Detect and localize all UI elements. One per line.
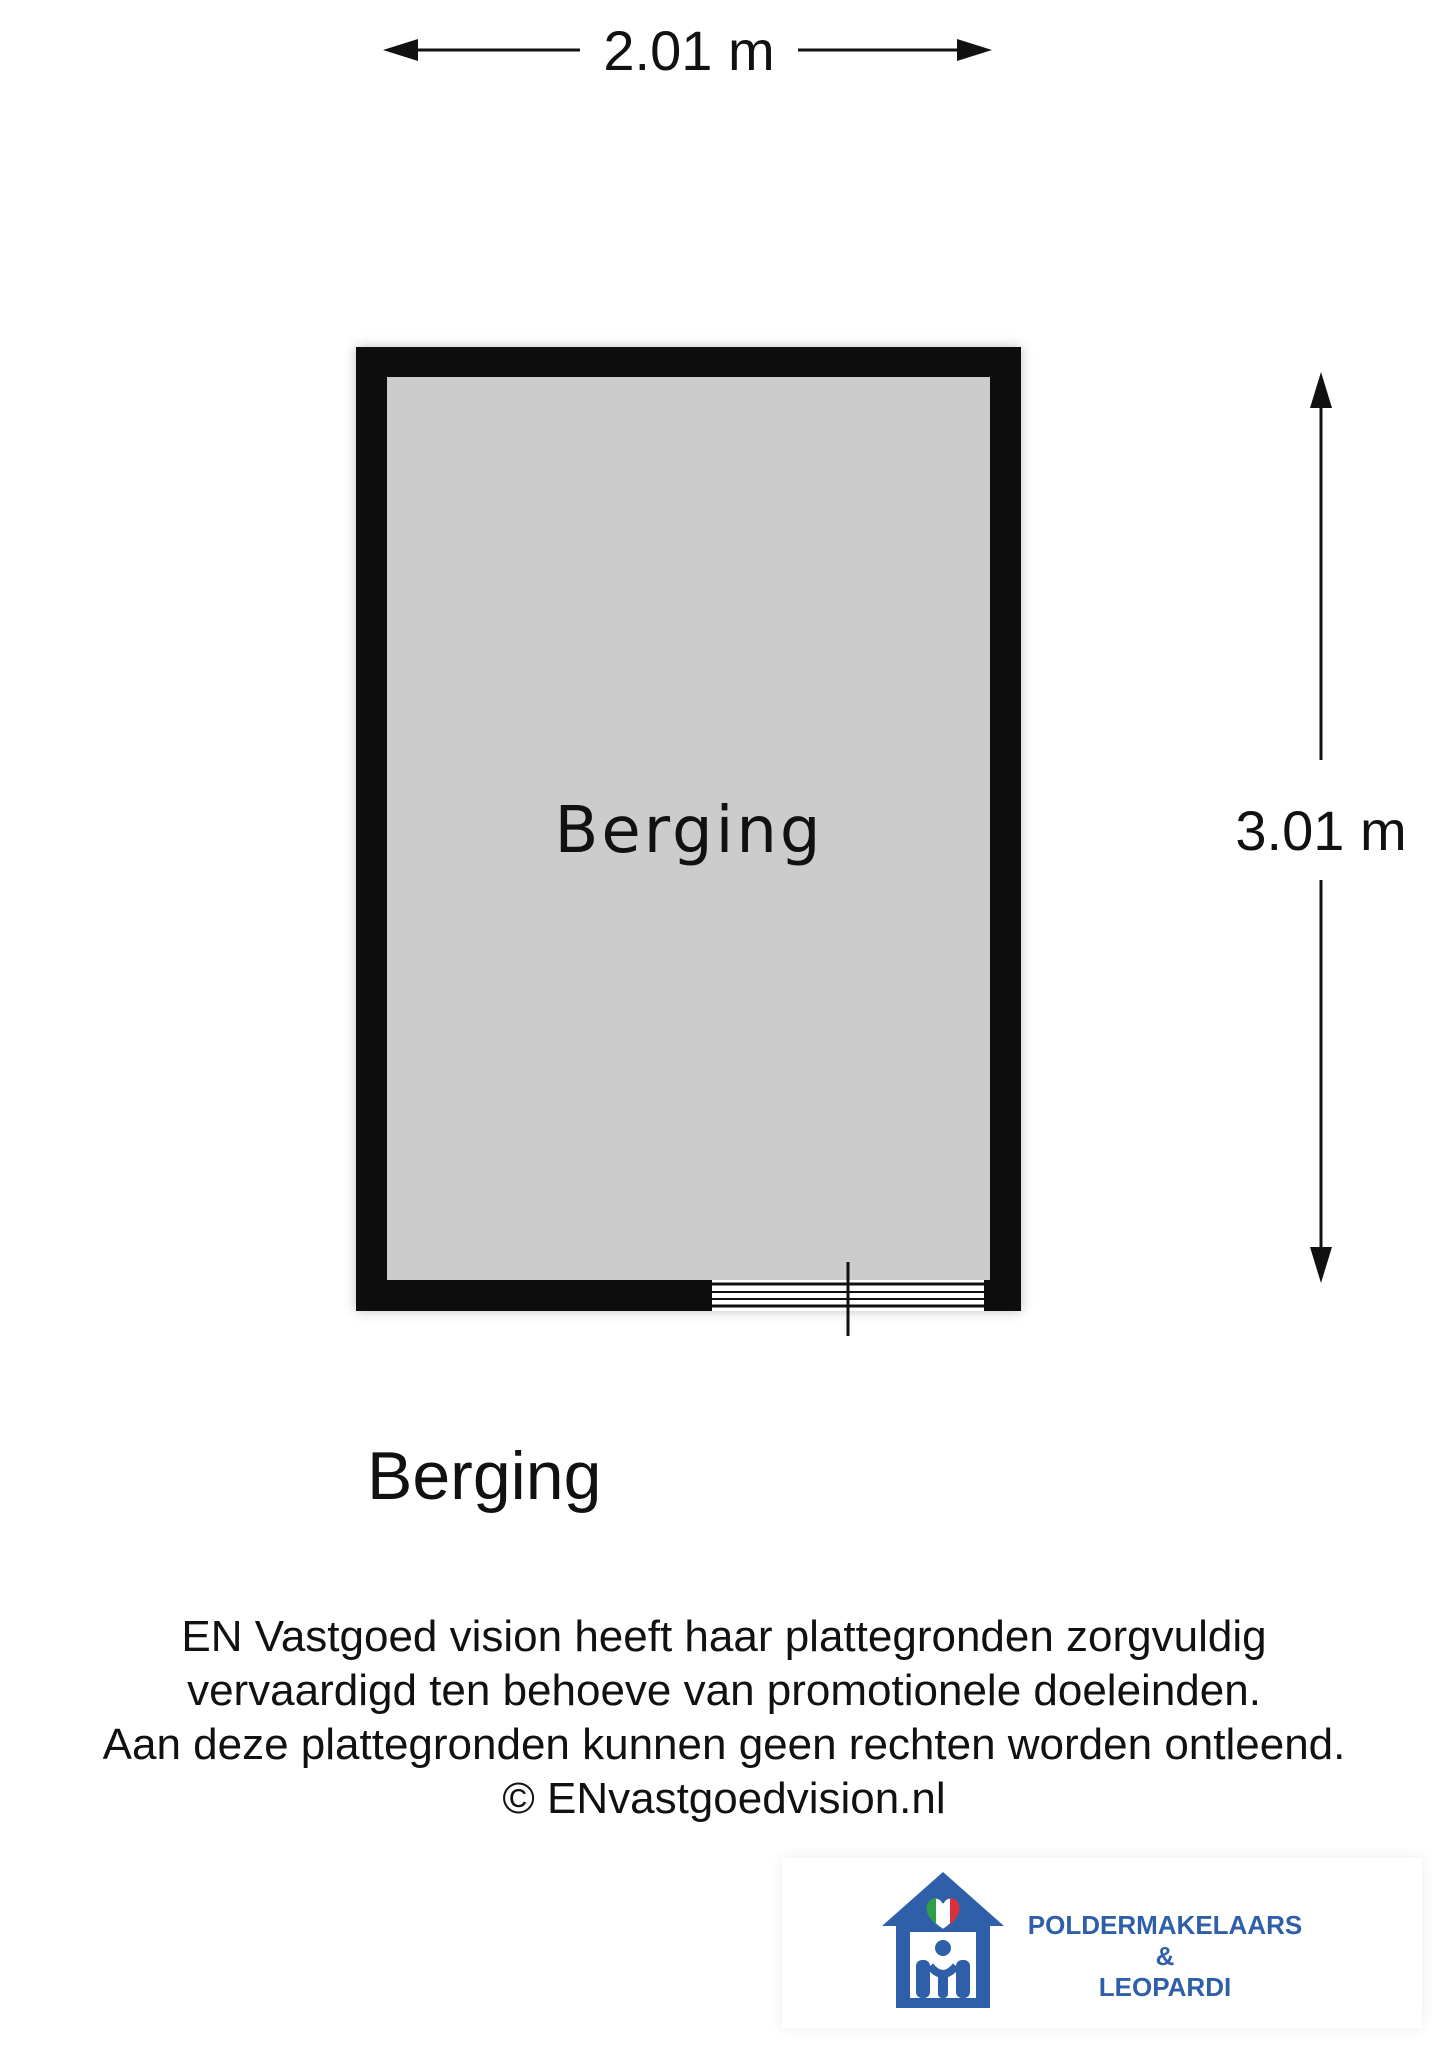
width-dimension-label: 2.01 m [603, 19, 775, 82]
disclaimer-line: vervaardigd ten behoeve van promotionele doeleinden. [187, 1666, 1261, 1715]
figure-head [935, 1940, 951, 1956]
height-dimension [1235, 372, 1406, 1283]
room-berging [356, 347, 1021, 1336]
figure-body [938, 1972, 948, 1998]
figure-body [956, 1960, 970, 1998]
disclaimer [0, 1610, 1448, 1826]
company-logo [782, 1858, 1422, 2028]
plan-title: Berging [367, 1438, 602, 1514]
logo-line: LEOPARDI [1098, 1972, 1232, 2002]
disclaimer-copyright: © ENvastgoedvision.nl [502, 1774, 946, 1823]
width-dimension [383, 19, 992, 82]
room-label: Berging [554, 794, 824, 868]
arrow-up-icon [1310, 372, 1332, 408]
height-dimension-label: 3.01 m [1235, 799, 1407, 862]
arrow-left-icon [383, 39, 418, 61]
arrow-down-icon [1310, 1247, 1332, 1283]
house-logo-icon [878, 1868, 1008, 2018]
logo-line: POLDERMAKELAARS [1027, 1910, 1303, 1940]
figure-body [916, 1960, 930, 1998]
logo-line: & [1155, 1941, 1175, 1971]
arrow-right-icon [957, 39, 992, 61]
disclaimer-line: EN Vastgoed vision heeft haar plattegronden zorgvuldig [181, 1612, 1267, 1661]
logo-wordmark [1000, 1910, 1330, 2003]
disclaimer-line: Aan deze plattegronden kunnen geen rechten worden ontleend. [102, 1720, 1346, 1769]
